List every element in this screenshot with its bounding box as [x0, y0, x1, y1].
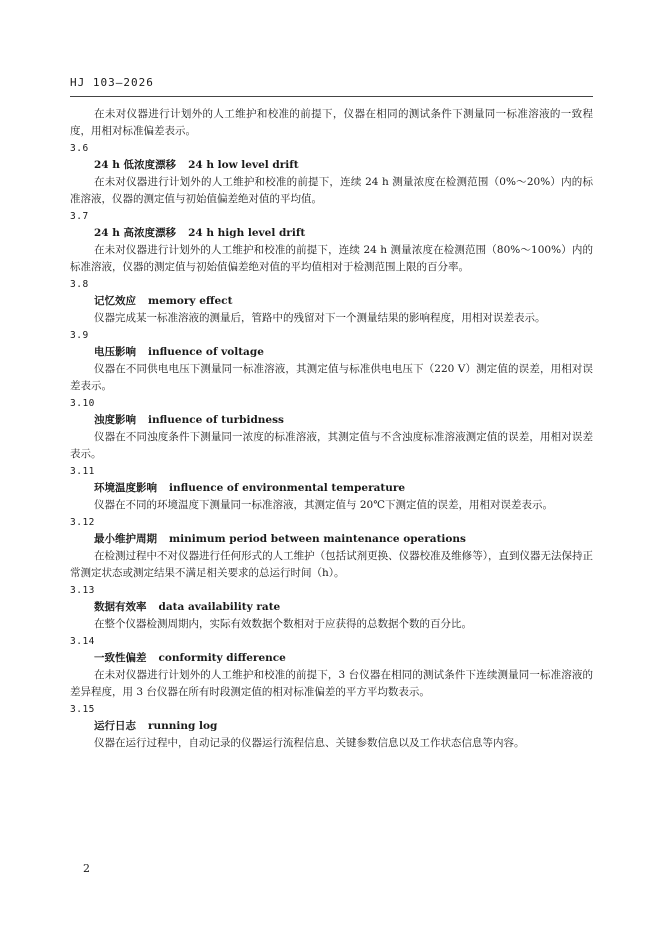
term-entry: [70, 276, 593, 327]
clause-number: 3.12: [70, 517, 95, 528]
term-entry: [70, 582, 593, 633]
header-rule: [70, 96, 593, 97]
term-definition: 仪器在不同供电电压下测量同一标准溶液，其测定值与标准供电电压下（220 V）测定值的误差，用相对误差表示。: [70, 363, 593, 392]
term-definition: 仪器在运行过程中，自动记录的仪器运行流程信息、关键参数信息以及工作状态信息等内容。: [94, 737, 525, 749]
term-heading: [70, 412, 593, 429]
term-en: data availability rate: [158, 601, 281, 613]
term-entry: [70, 327, 593, 395]
term-heading: [70, 531, 593, 548]
clause-number: 3.15: [70, 704, 95, 715]
term-en: 24 h low level drift: [188, 159, 299, 171]
term-en: influence of turbidness: [148, 414, 284, 426]
term-en: running log: [148, 720, 218, 732]
clause-number: 3.13: [70, 585, 95, 596]
term-heading: [70, 225, 593, 242]
term-en: conformity difference: [158, 652, 286, 664]
document-body: [70, 106, 593, 752]
term-entry: [70, 633, 593, 701]
term-entry: [70, 208, 593, 276]
clause-number: 3.9: [70, 330, 89, 341]
clause-number: 3.8: [70, 279, 89, 290]
clause-number: 3.11: [70, 466, 95, 477]
term-cn: 24 h 低浓度漂移: [94, 159, 177, 171]
term-definition: 在未对仪器进行计划外的人工维护和校准的前提下，连续 24 h 测量浓度在检测范围（80%～100%）内的标准溶液，仪器的测定值与初始值偏差绝对值的平均值相对于检测范围上限的百分率。: [70, 244, 593, 273]
clause-number: 3.6: [70, 143, 89, 154]
term-en: influence of voltage: [148, 346, 264, 358]
term-heading: [70, 157, 593, 174]
term-entry: [70, 701, 593, 752]
intro-paragraph: 在未对仪器进行计划外的人工维护和校准的前提下，仪器在相同的测试条件下测量同一标准溶液的一致程度，用相对标准偏差表示。: [70, 108, 593, 137]
term-cn: 环境温度影响: [94, 482, 157, 494]
clause-number: 3.7: [70, 211, 89, 222]
term-definition: 在未对仪器进行计划外的人工维护和校准的前提下，3 台仪器在相同的测试条件下连续测量同一标准溶液的差异程度，用 3 台仪器在所有时段测定值的相对标准偏差的平方平均数表示。: [70, 669, 593, 698]
term-heading: [70, 480, 593, 497]
term-entry: [70, 463, 593, 514]
clause-number: 3.10: [70, 398, 95, 409]
term-heading: [70, 599, 593, 616]
term-definition: 在未对仪器进行计划外的人工维护和校准的前提下，连续 24 h 测量浓度在检测范围（0%～20%）内的标准溶液，仪器的测定值与初始值偏差绝对值的平均值。: [70, 176, 593, 205]
term-entry: [70, 395, 593, 463]
term-cn: 电压影响: [94, 346, 136, 358]
term-en: memory effect: [148, 295, 233, 307]
term-entry: [70, 514, 593, 582]
term-heading: [70, 718, 593, 735]
term-cn: 最小维护周期: [94, 533, 157, 545]
page-number: 2: [83, 862, 90, 875]
term-heading: [70, 293, 593, 310]
term-definition: 在整个仪器检测周期内，实际有效数据个数相对于应获得的总数据个数的百分比。: [94, 618, 472, 630]
term-cn: 浊度影响: [94, 414, 136, 426]
clause-number: 3.14: [70, 636, 95, 647]
term-cn: 24 h 高浓度漂移: [94, 227, 177, 239]
term-entry: [70, 140, 593, 208]
term-heading: [70, 650, 593, 667]
term-definition: 仪器在不同浊度条件下测量同一浓度的标准溶液，其测定值与不含浊度标准溶液测定值的误差，用相对误差表示。: [70, 431, 593, 460]
term-definition: 仪器完成某一标准溶液的测量后，管路中的残留对下一个测量结果的影响程度，用相对误差表示。: [94, 312, 546, 324]
term-cn: 记忆效应: [94, 295, 136, 307]
term-cn: 运行日志: [94, 720, 136, 732]
term-en: influence of environmental temperature: [169, 482, 406, 494]
term-en: minimum period between maintenance operations: [169, 533, 466, 545]
term-cn: 数据有效率: [94, 601, 147, 613]
term-heading: [70, 344, 593, 361]
term-cn: 一致性偏差: [94, 652, 147, 664]
term-en: 24 h high level drift: [188, 227, 306, 239]
term-definition: 在检测过程中不对仪器进行任何形式的人工维护（包括试剂更换、仪器校准及维修等），直到仪器无法保持正常测定状态或测定结果不满足相关要求的总运行时间（h）。: [70, 550, 593, 579]
document-code: HJ 103—2026: [70, 76, 154, 89]
term-definition: 仪器在不同的环境温度下测量同一标准溶液，其测定值与 20℃下测定值的误差，用相对误差表示。: [94, 499, 553, 511]
